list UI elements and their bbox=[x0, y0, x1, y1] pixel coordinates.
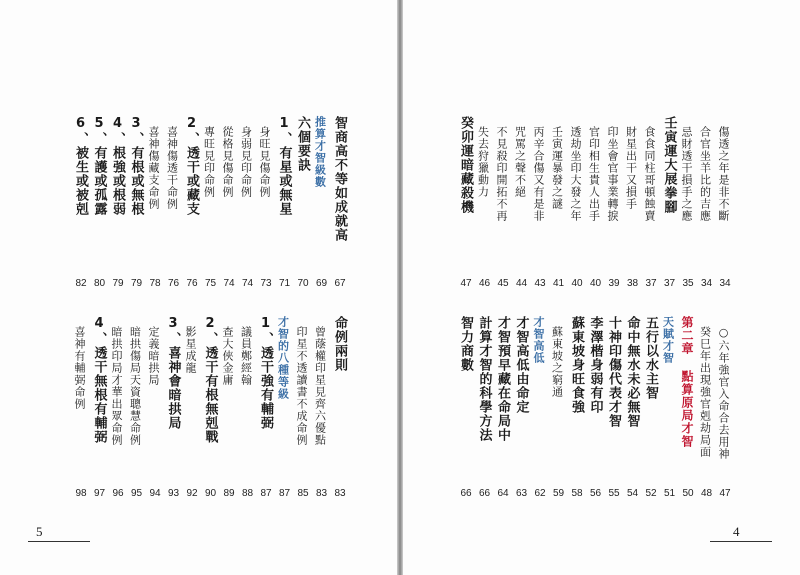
folio-rule-right bbox=[710, 541, 772, 542]
folio-rule-left bbox=[28, 541, 90, 542]
toc-entry-title: 命中無水未必無智 bbox=[624, 316, 640, 428]
toc-entry-title: 身弱見印命例 bbox=[239, 126, 253, 198]
toc-entry-page-number: 74 bbox=[241, 278, 254, 289]
toc-entry-page-number: 96 bbox=[112, 488, 124, 499]
toc-entry-title: 1、透干強有輔弼 bbox=[258, 316, 273, 430]
page-number-left: 5 bbox=[36, 524, 43, 539]
toc-entry-page-number: 89 bbox=[223, 488, 235, 499]
toc-entry-page-number: 74 bbox=[223, 278, 235, 289]
toc-entry-page-number: 63 bbox=[515, 488, 528, 499]
toc-entry-page-number: 79 bbox=[130, 278, 143, 289]
toc-entry-title: 食食同柱哥頓蝕賣 bbox=[643, 126, 656, 222]
toc-entry-page-number: 92 bbox=[186, 488, 198, 499]
toc-entry-page-number: 37 bbox=[663, 278, 676, 289]
toc-entry-title: 曾蔭權印星見齊六優點 bbox=[313, 326, 327, 446]
toc-entry-title: 命例兩則 bbox=[332, 316, 347, 372]
toc-entry-title: 智商高不等如成就高 bbox=[332, 116, 347, 242]
toc-entry-title: 從格見傷命例 bbox=[221, 126, 234, 198]
toc-entry-title: 忌財透干損手之應 bbox=[680, 126, 693, 222]
toc-entry-title: 喜神有輔弼命例 bbox=[73, 326, 86, 410]
toc-entry-title: 查大俠金庸 bbox=[221, 326, 234, 386]
toc-entry-page-number: 47 bbox=[460, 278, 472, 289]
toc-entry-page-number: 87 bbox=[278, 488, 291, 499]
toc-entry-title: 3、喜神會暗拱局 bbox=[165, 316, 181, 430]
toc-entry-title: 5、有護或孤露 bbox=[91, 116, 107, 216]
toc-entry-page-number: 46 bbox=[478, 278, 491, 289]
toc-entry-page-number: 75 bbox=[204, 278, 217, 289]
toc-entry-title: 透劫坐印大發之年 bbox=[569, 126, 582, 222]
toc-entry-page-number: 70 bbox=[297, 278, 309, 289]
toc-entry-page-number: 83 bbox=[334, 488, 346, 499]
toc-entry-title: 1、有星或無星 bbox=[276, 116, 292, 216]
toc-entry-page-number: 66 bbox=[478, 488, 491, 499]
toc-entry-title: 官印相生貴人出手 bbox=[587, 126, 601, 222]
toc-entry-title: 癸卯運暗藏殺機 bbox=[458, 116, 473, 214]
toc-entry-title: 4、透干無根有輔弼 bbox=[91, 316, 107, 444]
toc-entry-title: 咒罵之聲不絕 bbox=[513, 126, 527, 198]
toc-entry-page-number: 47 bbox=[719, 488, 731, 499]
toc-entry-title: 壬寅運暴發之謎 bbox=[550, 126, 564, 210]
toc-entry-page-number: 58 bbox=[571, 488, 583, 499]
toc-entry-page-number: 98 bbox=[75, 488, 87, 499]
toc-entry-page-number: 71 bbox=[278, 278, 291, 289]
toc-entry-page-number: 40 bbox=[589, 278, 602, 289]
toc-entry-title: 六個要訣 bbox=[295, 116, 310, 172]
toc-entry-page-number: 34 bbox=[719, 278, 731, 289]
toc-entry-title: 李澤楷身弱有印 bbox=[587, 316, 603, 414]
toc-entry-title: 財星出干又損手 bbox=[624, 126, 638, 210]
toc-entry-page-number: 48 bbox=[700, 488, 713, 499]
toc-entry-page-number: 59 bbox=[552, 488, 565, 499]
toc-entry-page-number: 97 bbox=[93, 488, 106, 499]
toc-entry-title: 合官坐羊比的吉應 bbox=[698, 126, 712, 222]
toc-entry-title: 計算才智的科學方法 bbox=[476, 316, 492, 442]
toc-entry-page-number: 64 bbox=[497, 488, 509, 499]
toc-entry-page-number: 83 bbox=[315, 488, 328, 499]
toc-entry-page-number: 79 bbox=[112, 278, 124, 289]
page-number-right: 4 bbox=[733, 524, 740, 539]
toc-entry-title: 才智高低 bbox=[532, 316, 545, 364]
toc-entry-title: 暗拱傷局天資聰慧命例 bbox=[128, 326, 142, 446]
toc-entry-page-number: 95 bbox=[130, 488, 143, 499]
toc-entry-page-number: 87 bbox=[260, 488, 272, 499]
toc-entry-title: 丙辛合傷又有是非 bbox=[532, 126, 545, 222]
toc-entry-title: 傷透之年是非不斷 bbox=[717, 126, 730, 222]
toc-entry-page-number: 90 bbox=[204, 488, 217, 499]
toc-entry-title: 第二章 點算原局才智 bbox=[680, 316, 694, 448]
toc-entry-page-number: 73 bbox=[260, 278, 272, 289]
toc-entry-page-number: 38 bbox=[626, 278, 639, 289]
toc-entry-title: 才智高低由命定 bbox=[513, 316, 529, 414]
toc-entry-title: 失去狩獵動力 bbox=[476, 126, 490, 198]
toc-entry-page-number: 94 bbox=[149, 488, 161, 499]
toc-entry-page-number: 51 bbox=[663, 488, 676, 499]
toc-entry-title: 印坐會官事業轉捩 bbox=[606, 126, 619, 222]
toc-entry-title: 2、透干或藏支 bbox=[184, 116, 199, 216]
toc-entry-page-number: 56 bbox=[589, 488, 602, 499]
toc-entry-page-number: 80 bbox=[93, 278, 106, 289]
toc-entry-page-number: 78 bbox=[149, 278, 161, 289]
toc-entry-page-number: 76 bbox=[167, 278, 180, 289]
toc-entry-title: 癸巳年出現強官剋劫局面 bbox=[698, 326, 712, 458]
toc-entry-title: 不見殺印開拓不再 bbox=[495, 126, 508, 222]
toc-entry-title: 4、根強或根弱 bbox=[110, 116, 125, 216]
toc-entry-page-number: 50 bbox=[682, 488, 694, 499]
toc-entry-title: 推算才智級數 bbox=[313, 116, 327, 188]
toc-entry-page-number: 44 bbox=[515, 278, 528, 289]
toc-entry-title: 蘇東坡身旺食強 bbox=[569, 316, 584, 414]
toc-entry-title: 蘇東坡之窮通 bbox=[550, 326, 564, 398]
toc-entry-title: 印星不透讀書不成命例 bbox=[295, 326, 308, 446]
toc-entry-title: 影星成龍 bbox=[184, 326, 197, 374]
toc-entry-page-number: 34 bbox=[700, 278, 713, 289]
toc-entry-page-number: 35 bbox=[682, 278, 694, 289]
toc-entry-title: 智力商數 bbox=[458, 316, 473, 372]
toc-entry-page-number: 67 bbox=[334, 278, 346, 289]
toc-entry-page-number: 55 bbox=[608, 488, 620, 499]
toc-entry-page-number: 40 bbox=[571, 278, 583, 289]
toc-entry-page-number: 93 bbox=[167, 488, 180, 499]
toc-entry-title: 喜神傷透干命例 bbox=[165, 126, 179, 210]
toc-entry-title: 6、被生或被剋 bbox=[73, 116, 88, 216]
toc-entry-page-number: 66 bbox=[460, 488, 472, 499]
toc-entry-title: 專旺見印命例 bbox=[202, 126, 216, 198]
toc-entry-title: 才智的八種等級 bbox=[276, 316, 290, 400]
toc-entry-title: 暗拱印局才華出眾命例 bbox=[110, 326, 123, 446]
toc-entry-page-number: 85 bbox=[297, 488, 309, 499]
toc-entry-title: 才智預早藏在命局中 bbox=[495, 316, 510, 442]
toc-entry-page-number: 76 bbox=[186, 278, 198, 289]
toc-entry-title: 定義暗拱局 bbox=[147, 326, 160, 386]
toc-entry-title: 議員鄭經翰 bbox=[239, 326, 253, 386]
toc-entry-page-number: 69 bbox=[315, 278, 328, 289]
toc-entry-page-number: 45 bbox=[497, 278, 509, 289]
toc-entry-title: 壬寅運大展拳腳 bbox=[661, 116, 677, 214]
toc-entry-title: 五行以水主智 bbox=[643, 316, 658, 400]
toc-entry-title: 天賦才智 bbox=[661, 316, 675, 364]
toc-entry-page-number: 62 bbox=[534, 488, 546, 499]
toc-entry-title: 2、透干有根無剋戰 bbox=[202, 316, 218, 444]
toc-entry-page-number: 41 bbox=[552, 278, 565, 289]
book-gutter bbox=[397, 0, 403, 575]
toc-entry-page-number: 39 bbox=[608, 278, 620, 289]
toc-entry-title: ○六年強官入命合去用神 bbox=[717, 326, 730, 460]
toc-entry-title: 身旺見傷命例 bbox=[258, 126, 271, 198]
toc-entry-page-number: 52 bbox=[645, 488, 657, 499]
toc-entry-page-number: 54 bbox=[626, 488, 639, 499]
toc-entry-page-number: 82 bbox=[75, 278, 87, 289]
toc-entry-title: 十神印傷代表才智 bbox=[606, 316, 621, 428]
toc-entry-page-number: 88 bbox=[241, 488, 254, 499]
toc-entry-title: 3、有根或無根 bbox=[128, 116, 144, 216]
toc-entry-page-number: 37 bbox=[645, 278, 657, 289]
toc-entry-title: 喜神傷藏支命例 bbox=[147, 126, 160, 210]
toc-entry-page-number: 43 bbox=[534, 278, 546, 289]
